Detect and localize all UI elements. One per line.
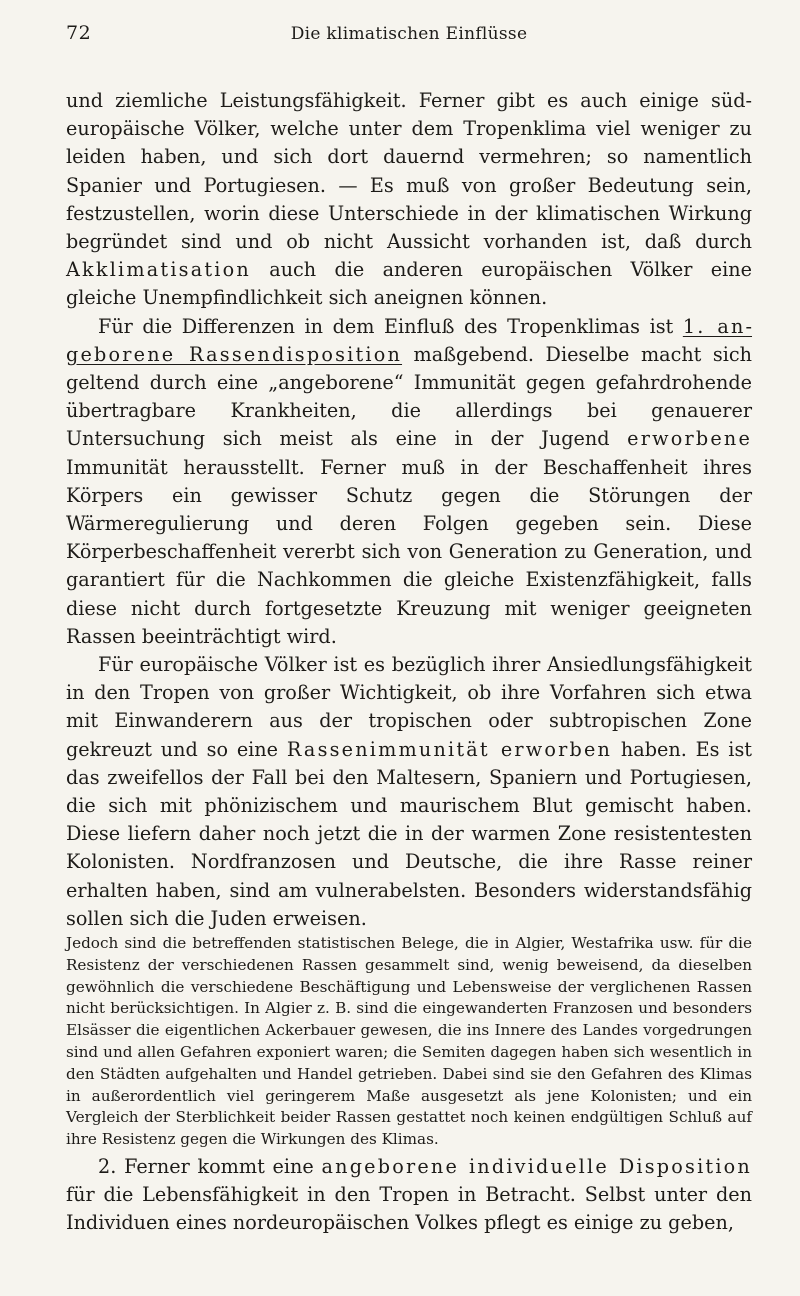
emphasis-rassenimmunitaet: Rassenimmunität erworben — [286, 737, 613, 761]
emphasis-akklimatisation: Akklimatisation — [66, 258, 251, 282]
paragraph-4 — [66, 1153, 752, 1238]
text-run: haben. Es ist das zweifellos der Fall bei den Maltesern, Spaniern und Portugiesen, die sich mit phönizischem und maurischem Blut gemischt haben. Diese liefern daher noch jetzt die in der warmen Zone resistentesten Kolonisten. Nordfranzosen und Deutsche, die ihre Rasse reiner erhalten haben, sind am vulnerabelsten. Besonders widerstandsfähig sollen sich die Juden erweisen. — [66, 737, 752, 930]
text-run: und ziemliche Leistungsfähigkeit. Ferner gibt es auch einige südeuropäische Völker, welche unter dem Tropenklima viel weniger zu leiden haben, und sich dort dauernd vermehren; so namentlich Spanier und Portugiesen. — Es muß von großer Bedeutung sein, festzustellen, worin diese Unterschiede in der klimatischen Wirkung begründet sind und ob nicht Aussicht vorhanden ist, daß durch — [66, 89, 752, 254]
text-run: Für die Differenzen in dem Einfluß des Tropenklimas ist — [98, 314, 683, 338]
emphasis-rassendisposition: 1. angeborene Rassendisposition — [66, 314, 753, 366]
text-run: Für europäische Völker ist es bezüglich ihrer Ansiedlungsfähigkeit in den Tropen von großer Wichtigkeit, ob ihre Vorfahren sich etwa mit Einwanderern aus der tropischen oder subtropischen Zone gekreuzt und so eine — [66, 653, 752, 761]
body-text — [66, 87, 752, 1238]
paragraph-3 — [66, 651, 752, 933]
small-print-note: Jedoch sind die betreffenden statistischen Belege, die in Algier, Westafrika usw. für die Resistenz der verschiedenen Rassen gesammelt sind, wenig beweisend, da dieselben gewöhnlich die verschiedene Beschäftigung und Lebensweise der verglichenen Rassen nicht berücksichtigen. In Algier z. B. sind die eingewanderten Franzosen und besonders Elsässer die eigentlichen Ackerbauer gewesen, die ins Innere des Landes vorgedrungen sind und allen Gefahren exponiert waren; die Semiten dagegen haben sich wesentlich in den Städten aufgehalten und Handel getrieben. Dabei sind sie den Gefahren des Klimas in außerordentlich viel geringerem Maße ausgesetzt als jene Kolonisten; und ein Vergleich der Sterblichkeit beider Rassen gestattet noch keinen endgültigen Schluß auf ihre Resistenz gegen die Wirkungen des Klimas. — [66, 934, 752, 1149]
emphasis-individuelle-disposition: angeborene individuelle Disposition — [321, 1155, 752, 1179]
book-page — [66, 22, 752, 1238]
page-header — [66, 22, 752, 57]
page-number: 72 — [66, 22, 92, 44]
text-run: maßgebend. Dieselbe macht sich geltend durch eine „angeborene“ Immunität gegen gefahrdrohende übertragbare Krankheiten, die allerdings bei genauerer Untersuchung sich meist als eine in der Jugend — [66, 342, 753, 451]
paragraph-1 — [66, 87, 752, 313]
text-run: auch die anderen europäischen Völker eine gleiche Unempfindlichkeit sich aneignen können. — [66, 258, 752, 310]
text-run: Immunität herausstellt. Ferner muß in der Beschaffenheit ihres Körpers ein gewisser Schutz gegen die Störungen der Wärmeregulierung und deren Folgen gegeben sein. Diese Körperbeschaffenheit vererbt sich von Generation zu Generation, und garantiert für die Nachkommen die gleiche Existenzfähigkeit, falls diese nicht durch fortgesetzte Kreuzung mit weniger geeigneten Rassen beeinträchtigt wird. — [66, 455, 752, 648]
running-title: Die klimatischen Einflüsse — [290, 24, 528, 44]
text-run: 2. Ferner kommt eine — [98, 1155, 322, 1179]
emphasis-erworbene: erworbene — [627, 427, 752, 451]
text-run: für die Lebensfähigkeit in den Tropen in Betracht. Selbst unter den Individuen eines nordeuropäischen Volkes pflegt es einige zu geben, — [66, 1183, 752, 1235]
paragraph-2 — [66, 313, 752, 651]
